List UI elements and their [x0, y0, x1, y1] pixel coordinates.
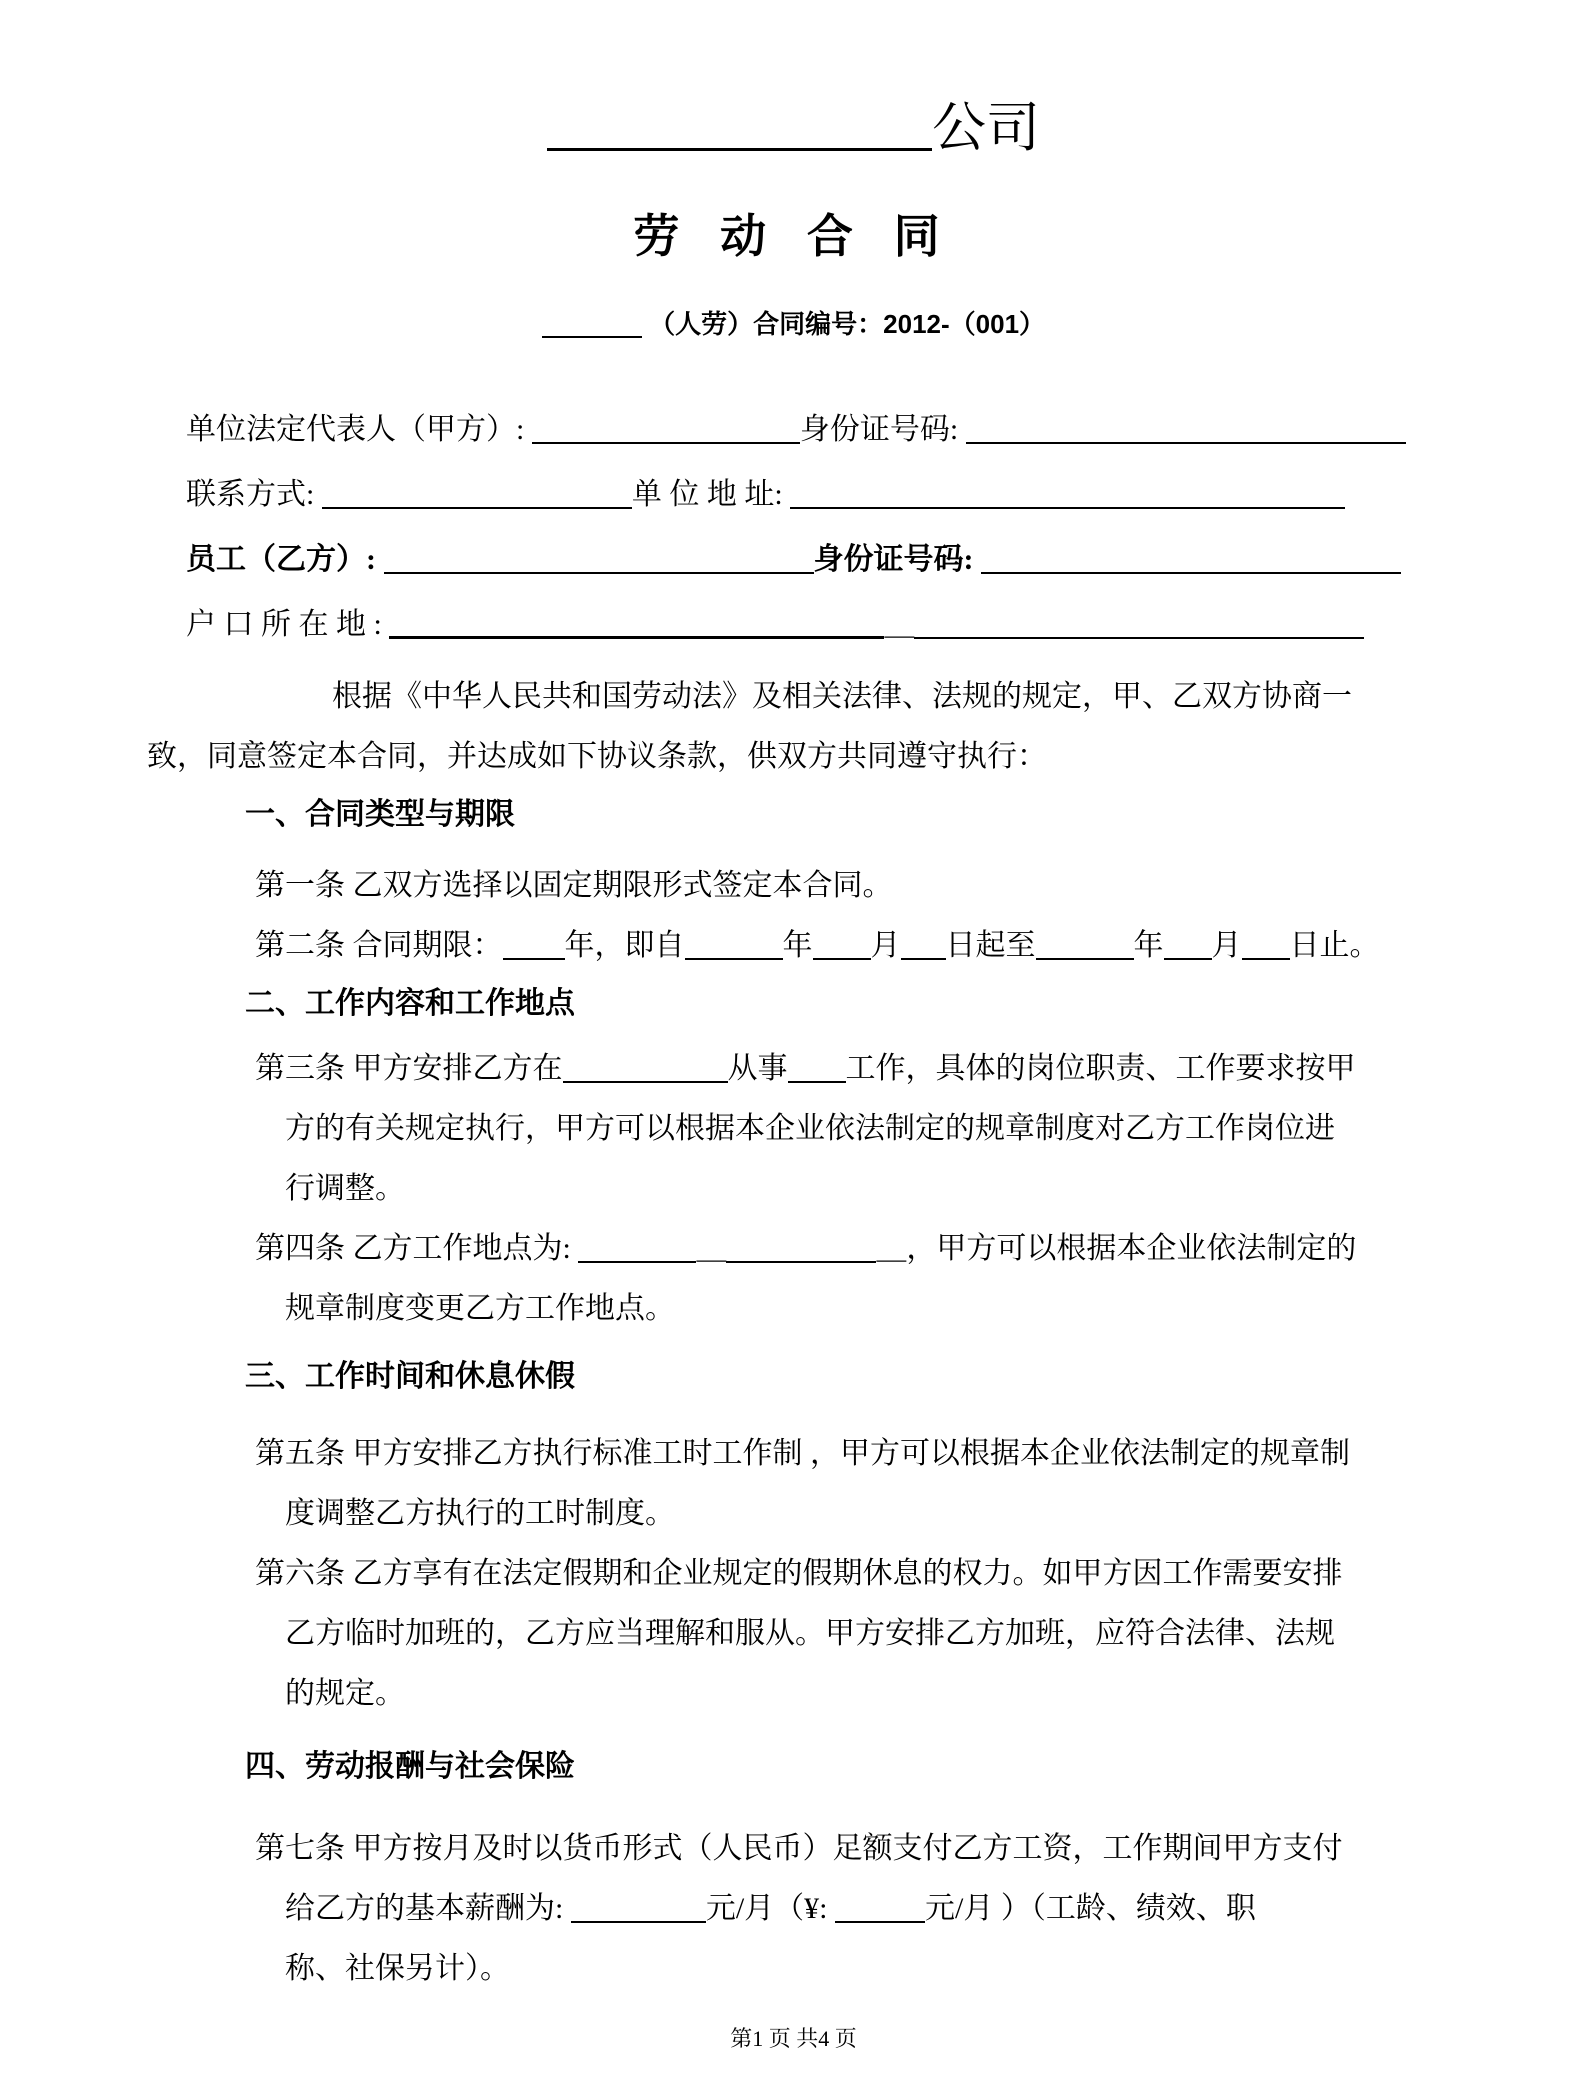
clause-5-line-1 [147, 1424, 1440, 1484]
text-run: （人劳）合同编号：2012-（001） [641, 309, 1046, 339]
text-run: 身份证号码: [799, 413, 966, 446]
text-run: 年 [1133, 929, 1164, 962]
text-run: 的规定。 [285, 1677, 405, 1710]
fill-in-blank [966, 411, 1406, 444]
document-content [0, 85, 1587, 1999]
clause-7-line-3 [147, 1939, 1440, 1999]
fill-in-blank [547, 93, 932, 151]
fill-in-blank [389, 605, 884, 639]
clause-3-line-1 [147, 1039, 1440, 1099]
party-line-residence [147, 592, 1440, 657]
section-heading-1: 一、合同类型与期限 [245, 798, 515, 831]
fill-in-blank [685, 927, 783, 960]
text-run: 日起至 [945, 929, 1036, 962]
text-run: 第五条 甲方安排乙方执行标准工时工作制 ，甲方可以根据本企业依法制定的规章制 [255, 1437, 1350, 1470]
party-line-legal-representative [147, 397, 1440, 462]
clause-6-line-2 [147, 1604, 1440, 1664]
fill-in-blank [813, 927, 871, 960]
fill-in-blank [322, 476, 632, 509]
text-run: 乙方临时加班的，乙方应当理解和服从。甲方安排乙方加班，应符合法律、法规 [285, 1617, 1335, 1650]
text-run: 第一条 乙双方选择以固定期限形式签定本合同。 [255, 869, 893, 902]
party-line-contact [147, 462, 1440, 527]
party-info-block [147, 397, 1440, 657]
text-run: 月 [870, 929, 901, 962]
contract-title: 劳 动 合 同 [633, 210, 954, 262]
fill-in-blank [790, 476, 1345, 509]
preamble-line-2: 致，同意签定本合同，并达成如下协议条款，供双方共同遵守执行： [147, 740, 1047, 773]
clause-3-line-3 [147, 1159, 1440, 1219]
contract-number-line [147, 304, 1440, 341]
page-number-footer: 第1 页 共4 页 [730, 2026, 857, 2051]
fill-in-blank [835, 1890, 925, 1923]
fill-in-blank [914, 606, 1364, 639]
fill-in-blank [532, 411, 800, 444]
text-run: 联系方式: [186, 478, 322, 511]
text-run: 日止。 [1289, 929, 1380, 962]
text-run: 规章制度变更乙方工作地点。 [285, 1292, 675, 1325]
text-run: 元/月 ）（工龄、绩效、职 [925, 1892, 1256, 1925]
clause-5-line-2 [147, 1484, 1440, 1544]
fill-in-blank [1242, 927, 1290, 960]
text-run: 度调整乙方执行的工时制度。 [285, 1497, 675, 1530]
text-run: 称、社保另计）。 [285, 1952, 510, 1985]
clause-6-line-3 [147, 1664, 1440, 1724]
clause-6-line-1 [147, 1544, 1440, 1604]
text-run: 年 [782, 929, 813, 962]
text-run: 行调整。 [285, 1172, 405, 1205]
clause-7-line-2 [147, 1879, 1440, 1939]
text-run: 单 位 地 址: [631, 478, 791, 511]
text-run: 公司 [932, 98, 1040, 158]
text-run: 给乙方的基本薪酬为: [285, 1892, 571, 1925]
text-run: 从事 [727, 1052, 788, 1085]
text-run: 第四条 乙方工作地点为: [255, 1232, 579, 1265]
clause-7-line-1 [147, 1819, 1440, 1879]
text-run: 方的有关规定执行，甲方可以根据本企业依法制定的规章制度对乙方工作岗位进 [285, 1112, 1335, 1145]
text-run: ＿ [884, 608, 915, 641]
clause-4-line-1 [147, 1219, 1440, 1279]
fill-in-blank [788, 1050, 846, 1083]
company-title-line [147, 85, 1440, 162]
clause-1-line-1 [147, 856, 1440, 916]
fill-in-blank [571, 1890, 706, 1923]
fill-in-blank [981, 541, 1401, 574]
text-run: 第七条 甲方按月及时以货币形式（人民币）足额支付乙方工资，工作期间甲方支付 [255, 1832, 1343, 1865]
text-run: 第六条 乙方享有在法定假期和企业规定的假期休息的权力。如甲方因工作需要安排 [255, 1557, 1343, 1590]
text-run: 元/月（¥: [705, 1892, 836, 1925]
text-run: ＿，甲方可以根据本企业依法制定的 [876, 1232, 1357, 1265]
fill-in-blank [503, 927, 565, 960]
text-run: ＿ [696, 1232, 727, 1265]
text-run: 户 口 所 在 地 : [186, 608, 390, 641]
fill-in-blank [578, 1230, 696, 1263]
fill-in-blank [563, 1050, 728, 1083]
fill-in-blank [384, 541, 814, 574]
party-line-employee [147, 527, 1440, 592]
clause-4-line-2 [147, 1279, 1440, 1339]
section-heading-4: 四、劳动报酬与社会保险 [245, 1750, 575, 1783]
text-run: 第二条 合同期限： [255, 929, 503, 962]
text-run: 月 [1211, 929, 1242, 962]
fill-in-blank [726, 1230, 876, 1263]
fill-in-blank [542, 309, 642, 338]
text-run: 员工（乙方）: [186, 543, 384, 576]
clause-3-line-2 [147, 1099, 1440, 1159]
text-run: 身份证号码: [813, 543, 981, 576]
text-run: 年，即自 [564, 929, 685, 962]
fill-in-blank [901, 927, 946, 960]
clause-2-line-1 [147, 916, 1440, 976]
preamble-line-1: 根据《中华人民共和国劳动法》及相关法律、法规的规定，甲、乙双方协商一 [332, 680, 1352, 713]
text-run: 第三条 甲方安排乙方在 [255, 1052, 563, 1085]
section-heading-2: 二、工作内容和工作地点 [245, 987, 575, 1020]
text-run: 单位法定代表人（甲方）: [186, 413, 532, 446]
fill-in-blank [1036, 927, 1134, 960]
preamble-paragraph [147, 667, 1440, 787]
text-run: 工作，具体的岗位职责、工作要求按甲 [845, 1052, 1356, 1085]
fill-in-blank [1164, 927, 1212, 960]
section-heading-3: 三、工作时间和休息休假 [245, 1360, 575, 1393]
